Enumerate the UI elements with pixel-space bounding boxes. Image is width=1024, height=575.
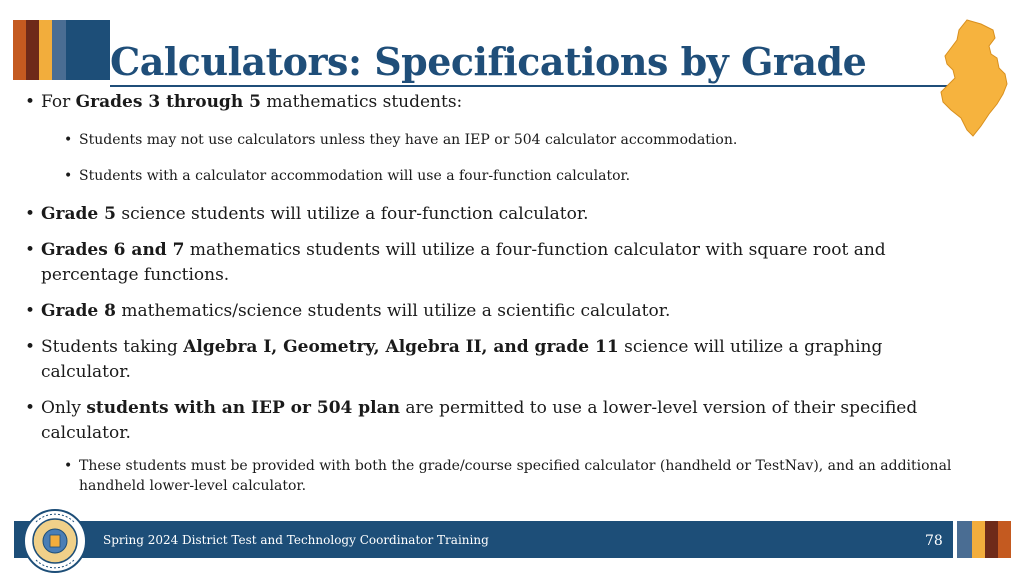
slide-body (24, 90, 974, 512)
bullet-text-post: mathematics/science students will utilize a scientific calculator. (115, 301, 671, 321)
bullet-text-bold: Grade 8 (41, 301, 116, 321)
bullet-text-pre: For (41, 92, 76, 112)
bullet-text-pre: Only (41, 398, 87, 418)
sub-bullet-four-function (62, 166, 974, 186)
bullet-text-post: mathematics students will utilize a four-function calculator with square root and percentage functions. (41, 240, 886, 285)
bullet-text-post: science will utilize a graphing calculator. (41, 337, 883, 382)
bullet-grades-3-5 (24, 90, 974, 115)
bullet-text-pre: Students taking (41, 337, 184, 357)
bullet-text-post: are permitted to use a lower-level version of their specified calculator. (41, 398, 918, 443)
header-color-stripes (13, 20, 110, 80)
sub-bullet-text: Students may not use calculators unless they have an IEP or 504 calculator accommodation. (79, 132, 738, 148)
stripe-dark-red (985, 521, 998, 558)
bullet-dot: • (64, 168, 73, 184)
bullet-grades-6-7 (24, 238, 974, 288)
stripe-orange (13, 20, 26, 80)
stripe-navy (66, 20, 110, 80)
stripe-gold (972, 521, 985, 558)
bullet-dot: • (25, 301, 36, 321)
footer-training-title: Spring 2024 District Test and Technology Coordinator Training (103, 533, 489, 547)
bullet-dot: • (25, 92, 36, 112)
title-underline (110, 85, 955, 87)
bullet-dot: • (25, 337, 36, 357)
page-number: 78 (925, 533, 943, 549)
bullet-text-post: science students will utilize a four-function calculator. (115, 204, 589, 224)
stripe-orange (998, 521, 1011, 558)
stripe-blue-gray (52, 20, 66, 80)
stripe-gold (39, 20, 52, 80)
title-block (110, 38, 970, 86)
footer-color-stripes (957, 521, 1011, 558)
page-title: Calculators: Specifications by Grade (110, 39, 867, 84)
bullet-dot: • (25, 240, 36, 260)
bullet-algebra-geometry (24, 335, 974, 385)
bullet-grade-8 (24, 299, 974, 324)
bullet-text-post: mathematics students: (260, 92, 463, 112)
sub-bullet-both-calculators (62, 456, 974, 496)
bullet-dot: • (64, 132, 73, 148)
bullet-text-bold: students with an IEP or 504 plan (86, 398, 400, 418)
stripe-dark-red (26, 20, 39, 80)
bullet-text-bold: Grade 5 (41, 204, 116, 224)
bullet-dot: • (64, 458, 73, 474)
stripe-blue-gray (957, 521, 972, 558)
nj-department-of-education-seal-icon (22, 508, 88, 574)
bullet-text-bold: Grades 6 and 7 (41, 240, 185, 260)
bullet-iep-504 (24, 396, 974, 446)
bullet-text-bold: Grades 3 through 5 (75, 92, 261, 112)
sub-bullet-text: Students with a calculator accommodation will use a four-function calculator. (79, 168, 631, 184)
bullet-dot: • (25, 398, 36, 418)
sub-bullet-no-calculators (62, 130, 974, 150)
bullet-grade-5-science (24, 202, 974, 227)
sub-bullet-text: These students must be provided with both the grade/course specified calculator (handheld or TestNav), and an additional handheld lower-level calculator. (79, 458, 952, 494)
bullet-text-bold: Algebra I, Geometry, Algebra II, and grade 11 (183, 337, 619, 357)
bullet-dot: • (25, 204, 36, 224)
